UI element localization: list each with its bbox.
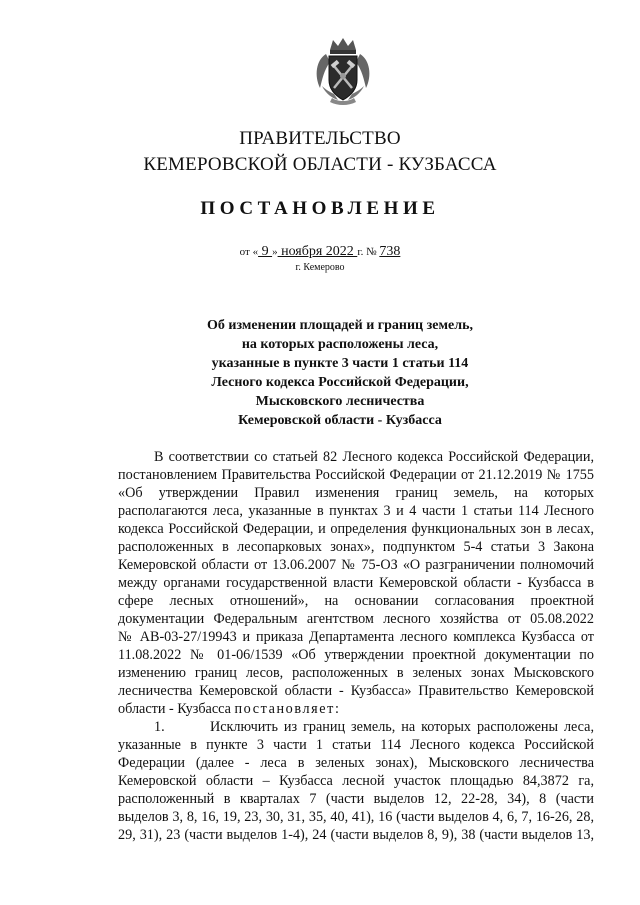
org-name-line-1: ПРАВИТЕЛЬСТВО <box>239 128 401 149</box>
body-line-resolution <box>118 700 594 718</box>
item-1-number: 1. <box>154 719 165 735</box>
title-line: указанные в пункте 3 части 1 статьи 114 <box>211 356 469 371</box>
body-line: кодекса Российской Федерации, и определения функциональных зон в лесах, <box>118 521 594 537</box>
resolution-prefix: области - Кузбасса <box>118 701 235 717</box>
document-type: ПОСТАНОВЛЕНИЕ <box>200 198 440 219</box>
body-line: между органами государственной власти Кемеровской области - Кузбасса в <box>118 575 594 591</box>
body-line: В соответствии со статьей 82 Лесного кодекса Российской Федерации, <box>154 449 594 465</box>
body-line: расположенный в кварталах 7 (части выделов 12, 22-28, 34), 8 (части <box>118 791 594 807</box>
document-body <box>118 448 594 844</box>
city: г. Кемерово <box>295 262 345 273</box>
document-number: 738 <box>379 244 401 259</box>
body-line: располагаются леса, указанные в пунктах 3 и 4 части 1 статьи 114 Лесного <box>118 503 594 519</box>
title-line: Лесного кодекса Российской Федерации, <box>211 375 469 390</box>
date-year-suffix: г. <box>357 246 364 258</box>
body-line: расположенных в лесопарковых зонах», подпунктом 5-4 статьи 3 Закона <box>118 539 594 555</box>
item-1-first-line <box>118 718 594 736</box>
body-line: 29, 31), 23 (части выделов 1-4), 24 (части выделов 8, 9), 38 (части выделов 13, <box>118 827 594 843</box>
body-line: Кемеровской области от 13.06.2007 № 75-ОЗ «О разграничении полномочий <box>118 557 594 573</box>
title-line: Кемеровской области - Кузбасса <box>238 413 442 428</box>
body-line: изменению границ лесов, расположенных в зеленых зонах Мысковского <box>118 665 594 681</box>
date-mid: » <box>272 246 278 258</box>
body-line: Кемеровской области – Кузбасса лесной участок площадью 84,3872 га, <box>118 773 594 789</box>
title-line: на которых расположены леса, <box>241 337 439 352</box>
body-line: лесничества Кемеровской области - Кузбасса» Правительство Кемеровской <box>118 683 594 699</box>
date-month-year: ноября 2022 <box>277 244 358 259</box>
body-line: документации Федеральным агентством лесного хозяйства от 05.08.2022 <box>118 611 594 627</box>
item-1-text: Исключить из границ земель, на которых расположены леса, <box>210 719 594 735</box>
body-line: «Об утверждении Правил изменения границ земель, на которых <box>118 485 594 501</box>
org-name-line-2: КЕМЕРОВСКОЙ ОБЛАСТИ - КУЗБАССА <box>143 154 497 175</box>
date-day: 9 <box>258 244 273 259</box>
number-prefix: № <box>366 246 377 258</box>
coat-of-arms-emblem <box>312 36 374 106</box>
body-line: постановлением Правительства Российской Федерации от 21.12.2019 № 1755 <box>118 467 594 483</box>
body-line: 11.08.2022 № 01-06/1539 «Об утверждении проектной документации по <box>118 647 594 663</box>
document-title <box>150 316 530 430</box>
date-prefix: от « <box>239 246 259 258</box>
date-line <box>0 244 640 260</box>
body-line: № АВ-03-27/19943 и приказа Департамента лесного комплекса Кузбасса от <box>118 629 594 645</box>
body-line: Федерации (далее - леса в зеленых зонах), Мысковского лесничества <box>118 755 594 771</box>
body-line: выделов 3, 8, 16, 19, 23, 30, 31, 35, 40, 41), 16 (части выделов 4, 6, 7, 16-26, 28, <box>118 809 594 825</box>
title-line: Мысковского лесничества <box>255 394 425 409</box>
resolution-word: постановляет: <box>234 701 341 717</box>
body-line: сфере лесных отношений», на основании согласования проектной <box>118 593 594 609</box>
body-line: указанные в пункте 3 части 1 статьи 114 Лесного кодекса Российской <box>118 737 594 753</box>
title-line: Об изменении площадей и границ земель, <box>207 318 473 333</box>
